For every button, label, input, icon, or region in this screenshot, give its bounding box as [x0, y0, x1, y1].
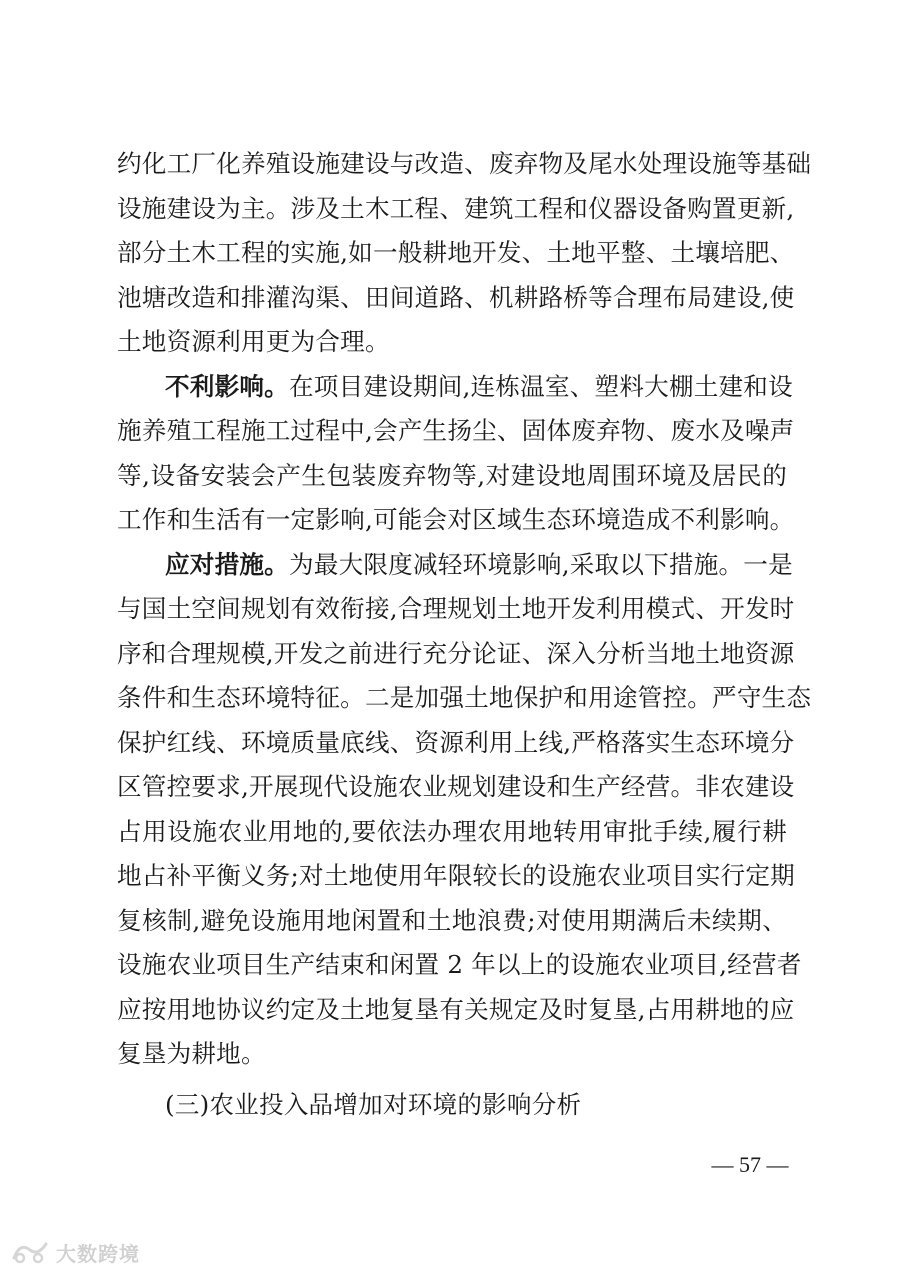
paragraph3-text: 为最大限度减轻环境影响,采取以下措施。一是: [288, 549, 793, 579]
paragraph2-label: 不利影响。: [165, 371, 289, 401]
paragraph2-line: 施养殖工程施工过程中,会产生扬尘、固体废弃物、废水及噪声: [117, 416, 795, 445]
watermark-text: 大数跨境: [56, 1241, 140, 1266]
paragraph3-line: 占用设施农业用地的,要依法办理农用地转用审批手续,履行耕: [117, 816, 787, 846]
section-heading: (三)农业投入品增加对环境的影响分析: [165, 1089, 582, 1119]
paragraph3-line: 保护红线、环境质量底线、资源利用上线,严格落实生态环境分: [117, 727, 795, 757]
paragraph1-line: 土地资源利用更为合理。: [117, 327, 390, 356]
paragraph3-line: 地占补平衡义务;对土地使用年限较长的设施农业项目实行定期: [117, 861, 795, 890]
paragraph1-line: 部分土木工程的实施,如一般耕地开发、土地平整、土壤培肥、: [117, 238, 795, 267]
paragraph3-first-line: [165, 545, 793, 585]
paragraph2-text: 在项目建设期间,连栋温室、塑料大棚土建和设: [288, 371, 793, 401]
dashu-logo-icon: [10, 1238, 50, 1266]
paragraph1-line: 约化工厂化养殖设施建设与改造、废弃物及尾水处理设施等基础: [117, 149, 812, 178]
paragraph1-line: 设施建设为主。涉及土木工程、建筑工程和仪器设备购置更新,: [117, 193, 795, 223]
page-number: — 57 —: [711, 1152, 789, 1177]
paragraph3-line: 序和合理规模,开发之前进行充分论证、深入分析当地土地资源: [117, 638, 795, 668]
paragraph3-line: 复垦为耕地。: [117, 1039, 266, 1068]
paragraph3-line: 应按用地协议约定及土地复垦有关规定及时复垦,占用耕地的应: [117, 994, 795, 1024]
paragraph3-line: 区管控要求,开展现代设施农业规划建设和生产经营。非农建设: [117, 772, 795, 801]
paragraph3-line: 条件和生态环境特征。二是加强土地保护和用途管控。严守生态: [117, 683, 812, 712]
paragraph2-line: 工作和生活有一定影响,可能会对区域生态环境造成不利影响。: [117, 505, 795, 534]
paragraph1-line: 池塘改造和排灌沟渠、田间道路、机耕路桥等合理布局建设,使: [117, 282, 795, 312]
watermark: [10, 1235, 140, 1269]
paragraph3-line: 复核制,避免设施用地闲置和土地浪费;对使用期满后未续期、: [117, 905, 787, 935]
paragraph2-line: 等,设备安装会产生包装废弃物等,对建设地周围环境及居民的: [117, 460, 787, 490]
paragraph3-line: 设施农业项目生产结束和闲置 2 年以上的设施农业项目,经营者: [117, 950, 802, 979]
paragraph2-first-line: [165, 367, 793, 407]
paragraph3-label: 应对措施。: [165, 549, 289, 579]
paragraph3-line: 与国土空间规划有效衔接,合理规划土地开发利用模式、开发时: [117, 594, 795, 623]
